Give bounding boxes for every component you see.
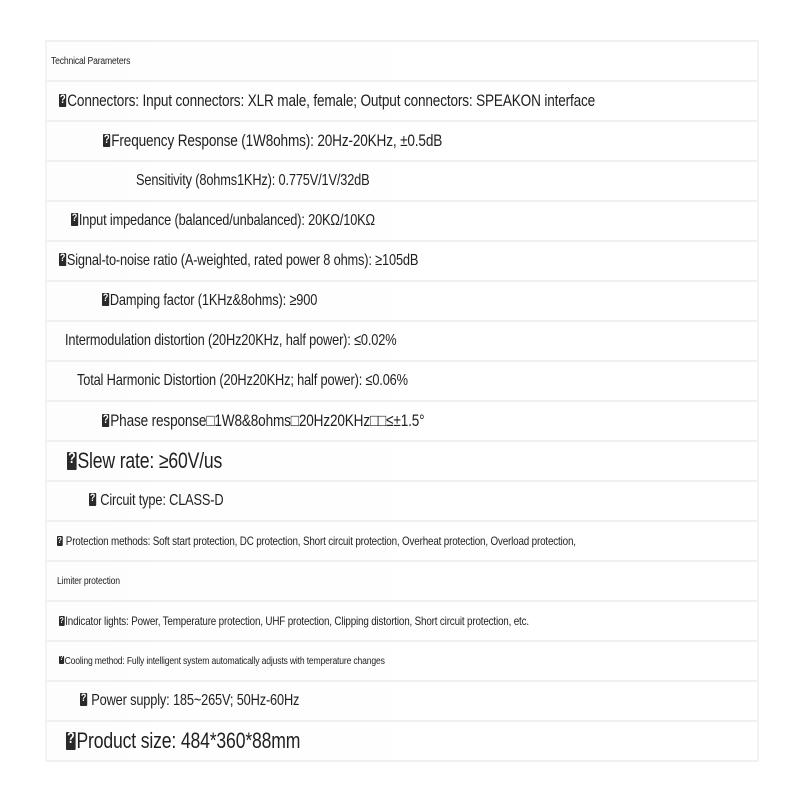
spec-value: Damping factor (1KHz&8ohms): ≥900	[109, 292, 318, 309]
spec-text	[102, 292, 317, 310]
missing-glyph-icon	[59, 94, 66, 108]
spec-row	[47, 562, 757, 602]
missing-glyph-icon	[102, 414, 109, 428]
spec-text	[57, 534, 576, 548]
spec-row	[47, 442, 757, 482]
spec-row	[47, 122, 757, 162]
missing-glyph-icon	[66, 732, 76, 750]
missing-glyph-icon	[80, 693, 87, 706]
spec-value: Power supply: 185~265V; 50Hz-60Hz	[87, 692, 300, 709]
spec-value: Limiter protection	[57, 575, 120, 587]
missing-glyph-icon	[71, 213, 78, 226]
spec-value: Intermodulation distortion (20Hz20KHz, half power): ≤0.02%	[65, 332, 397, 349]
spec-value: Connectors: Input connectors: XLR male, female; Output connectors: SPEAKON interface	[67, 91, 596, 110]
missing-glyph-icon	[57, 536, 62, 546]
spec-row	[47, 522, 757, 562]
spec-row	[47, 162, 757, 202]
spec-value: Slew rate: ≥60V/us	[77, 448, 223, 473]
spec-row	[47, 682, 757, 722]
spec-text	[71, 212, 375, 230]
spec-row	[47, 602, 757, 642]
spec-row	[47, 82, 757, 122]
table-title-row	[47, 42, 757, 82]
spec-row	[47, 202, 757, 242]
missing-glyph-icon	[102, 293, 109, 306]
spec-text	[59, 614, 529, 628]
spec-value: Protection methods: Soft start protection, DC protection, Short circuit protection, Overheat protection, Overload protection,	[63, 534, 576, 548]
spec-text	[59, 252, 418, 270]
missing-glyph-icon	[67, 452, 77, 470]
spec-row	[47, 322, 757, 362]
spec-value: Signal-to-noise ratio (A-weighted, rated power 8 ohms): ≥105dB	[66, 252, 419, 269]
spec-value: Sensitivity (8ohms1KHz): 0.775V/1V/32dB	[136, 172, 370, 189]
spec-text	[77, 372, 408, 390]
spec-text	[103, 131, 442, 151]
spec-text	[65, 332, 396, 350]
spec-row	[47, 642, 757, 682]
spec-value: Cooling method: Fully intelligent system automatically adjusts with temperature changes	[64, 655, 385, 667]
spec-text	[66, 728, 300, 754]
spec-text	[57, 576, 120, 587]
spec-value: Input impedance (balanced/unbalanced): 20KΩ/10KΩ	[78, 212, 375, 229]
spec-text	[67, 448, 222, 474]
spec-text	[102, 411, 424, 431]
spec-row	[47, 722, 757, 762]
missing-glyph-icon	[89, 493, 96, 506]
spec-rows	[47, 82, 757, 762]
spec-row	[47, 362, 757, 402]
technical-parameters-table	[45, 40, 759, 762]
spec-row	[47, 402, 757, 442]
spec-text	[80, 692, 299, 710]
spec-row	[47, 482, 757, 522]
missing-glyph-icon	[59, 656, 64, 664]
spec-value: Total Harmonic Distortion (20Hz20KHz; half power): ≤0.06%	[77, 372, 408, 389]
spec-value: Circuit type: CLASS-D	[96, 492, 224, 509]
spec-row	[47, 242, 757, 282]
spec-value: Frequency Response (1W8ohms): 20Hz-20KHz, ±0.5dB	[111, 131, 443, 150]
spec-text	[136, 172, 370, 190]
spec-value: Phase response□1W8&8ohms□20Hz20KHz□□≤±1.5°	[110, 411, 425, 430]
spec-value: Indicator lights: Power, Temperature protection, UHF protection, Clipping distortion, Short circuit protection, etc.	[65, 614, 529, 628]
spec-text	[59, 656, 385, 667]
missing-glyph-icon	[59, 616, 64, 626]
spec-text	[59, 91, 595, 111]
table-title: Technical Parameters	[51, 55, 131, 67]
missing-glyph-icon	[59, 253, 66, 266]
missing-glyph-icon	[103, 134, 110, 148]
spec-row	[47, 282, 757, 322]
spec-value: Product size: 484*360*88mm	[76, 728, 301, 753]
spec-text	[89, 492, 223, 510]
